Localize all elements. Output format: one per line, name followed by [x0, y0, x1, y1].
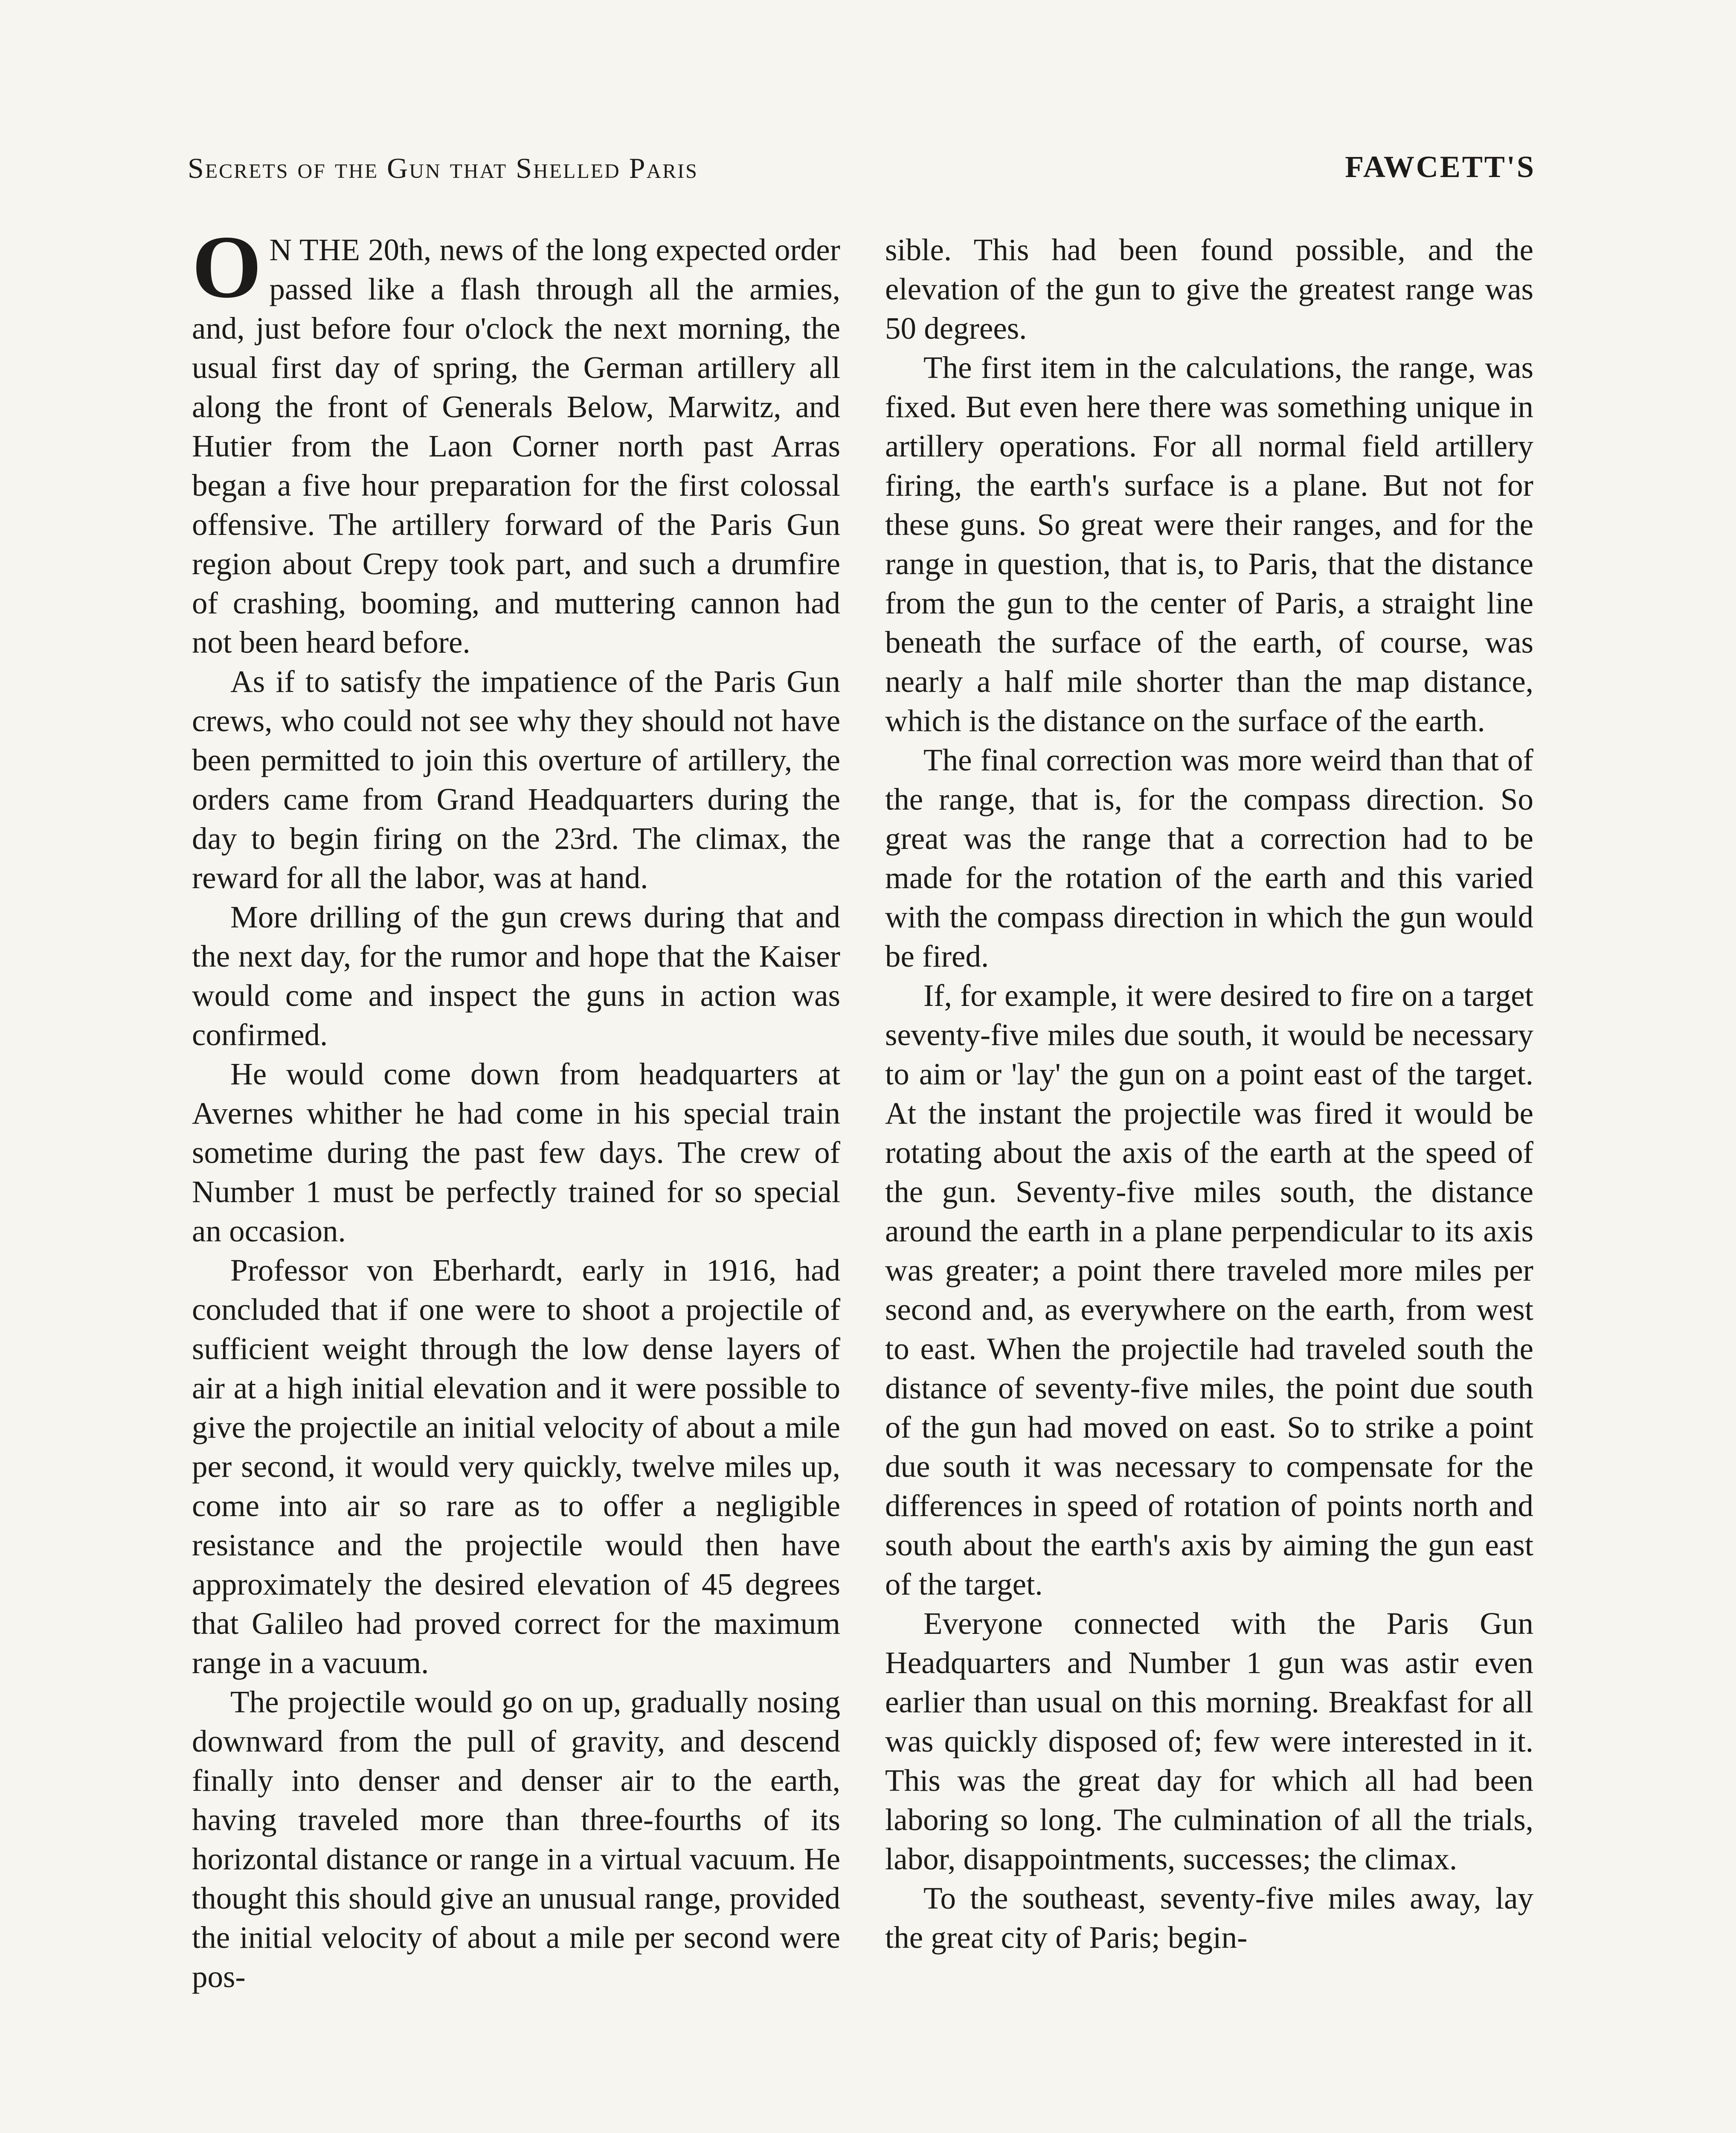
paragraph: The first item in the calculations, the range, was fixed. But even here there was something unique in artillery operations. For all normal field artillery firing, the earth's surface is a plane. But not for these guns. So great were their ranges, and for the range in question, that is, to Paris, that the distance from the gun to the center of Paris, a straight line beneath the surface of the earth, of course, was nearly a half mile shorter than the map distance, which is the distance on the surface of the earth.: [885, 350, 1533, 738]
paragraph-continued: sible. This had been found possible, and the elevation of the gun to give the greatest range was 50 degrees.: [885, 232, 1533, 346]
drop-cap: O: [192, 218, 262, 317]
right-column: [885, 230, 1533, 1957]
paragraph: The projectile would go on up, gradually nosing downward from the pull of gravity, and descend finally into denser and denser air to the earth, having traveled more than three-fourths of its horizontal distance or range in a virtual vacuum. He thought this should give an unusual range, provided the initial velocity of about a mile per second were pos-: [192, 1685, 840, 1994]
paragraph: He would come down from headquarters at Avernes whither he had come in his special train sometime during the past few days. The crew of Number 1 must be perfectly trained for so special an occasion.: [192, 1057, 840, 1248]
paragraph: The final correction was more weird than that of the range, that is, for the compass direction. So great was the range that a correction had to be made for the rotation of the earth and this varied with the compass direction in which the gun would be fired.: [885, 743, 1533, 974]
paragraph-text: N THE 20th, news of the long expected order passed like a flash through all the armies, and, just before four o'clock the next morning, the usual first day of spring, the German artillery all along the front of Generals Below, Marwitz, and Hutier from the Laon Corner north past Arras began a five hour preparation for the first colossal offensive. The artillery forward of the Paris Gun region about Crepy took part, and such a drumfire of crashing, booming, and muttering cannon had not been heard before.: [192, 232, 840, 660]
paragraph: More drilling of the gun crews during that and the next day, for the rumor and hope that the Kaiser would come and inspect the guns in action was confirmed.: [192, 900, 840, 1052]
paragraph: Professor von Eberhardt, early in 1916, had concluded that if one were to shoot a projectile of sufficient weight through the low dense layers of air at a high initial elevation and it were possible to give the projectile an initial velocity of about a mile per second, it would very quickly, twelve miles up, come into air so rare as to offer a negligible resistance and the projectile would then have approximately the desired elevation of 45 degrees that Galileo had proved correct for the maximum range in a vacuum.: [192, 1253, 840, 1680]
paragraph: If, for example, it were desired to fire on a target seventy-five miles due south, it would be necessary to aim or 'lay' the gun on a point east of the target. At the instant the projectile was fired it would be rotating about the axis of the earth at the speed of the gun. Seventy-five miles south, the distance around the earth in a plane perpendicular to its axis was greater; a point there traveled more miles per second and, as everywhere on the earth, from west to east. When the projectile had traveled south the distance of seventy-five miles, the point due south of the gun had moved on east. So to strike a point due south it was necessary to compensate for the differences in speed of rotation of points north and south about the earth's axis by aiming the gun east of the target.: [885, 978, 1533, 1601]
magazine-name: FAWCETT'S: [1345, 150, 1536, 184]
running-title: Secrets of the Gun that Shelled Paris: [188, 152, 698, 184]
paragraph: [192, 218, 840, 662]
paragraph: To the southeast, seventy-five miles away, lay the great city of Paris; begin-: [885, 1881, 1533, 1955]
paragraph: As if to satisfy the impatience of the Paris Gun crews, who could not see why they should not have been permitted to join this overture of artillery, the orders came from Grand Headquarters during the day to begin firing on the 23rd. The climax, the reward for all the labor, was at hand.: [192, 664, 840, 895]
left-column: [192, 218, 840, 1996]
paragraph: Everyone connected with the Paris Gun Headquarters and Number 1 gun was astir even earlier than usual on this morning. Breakfast for all was quickly disposed of; few were interested in it. This was the great day for which all had been laboring so long. The culmination of all the trials, labor, disappointments, successes; the climax.: [885, 1606, 1533, 1876]
